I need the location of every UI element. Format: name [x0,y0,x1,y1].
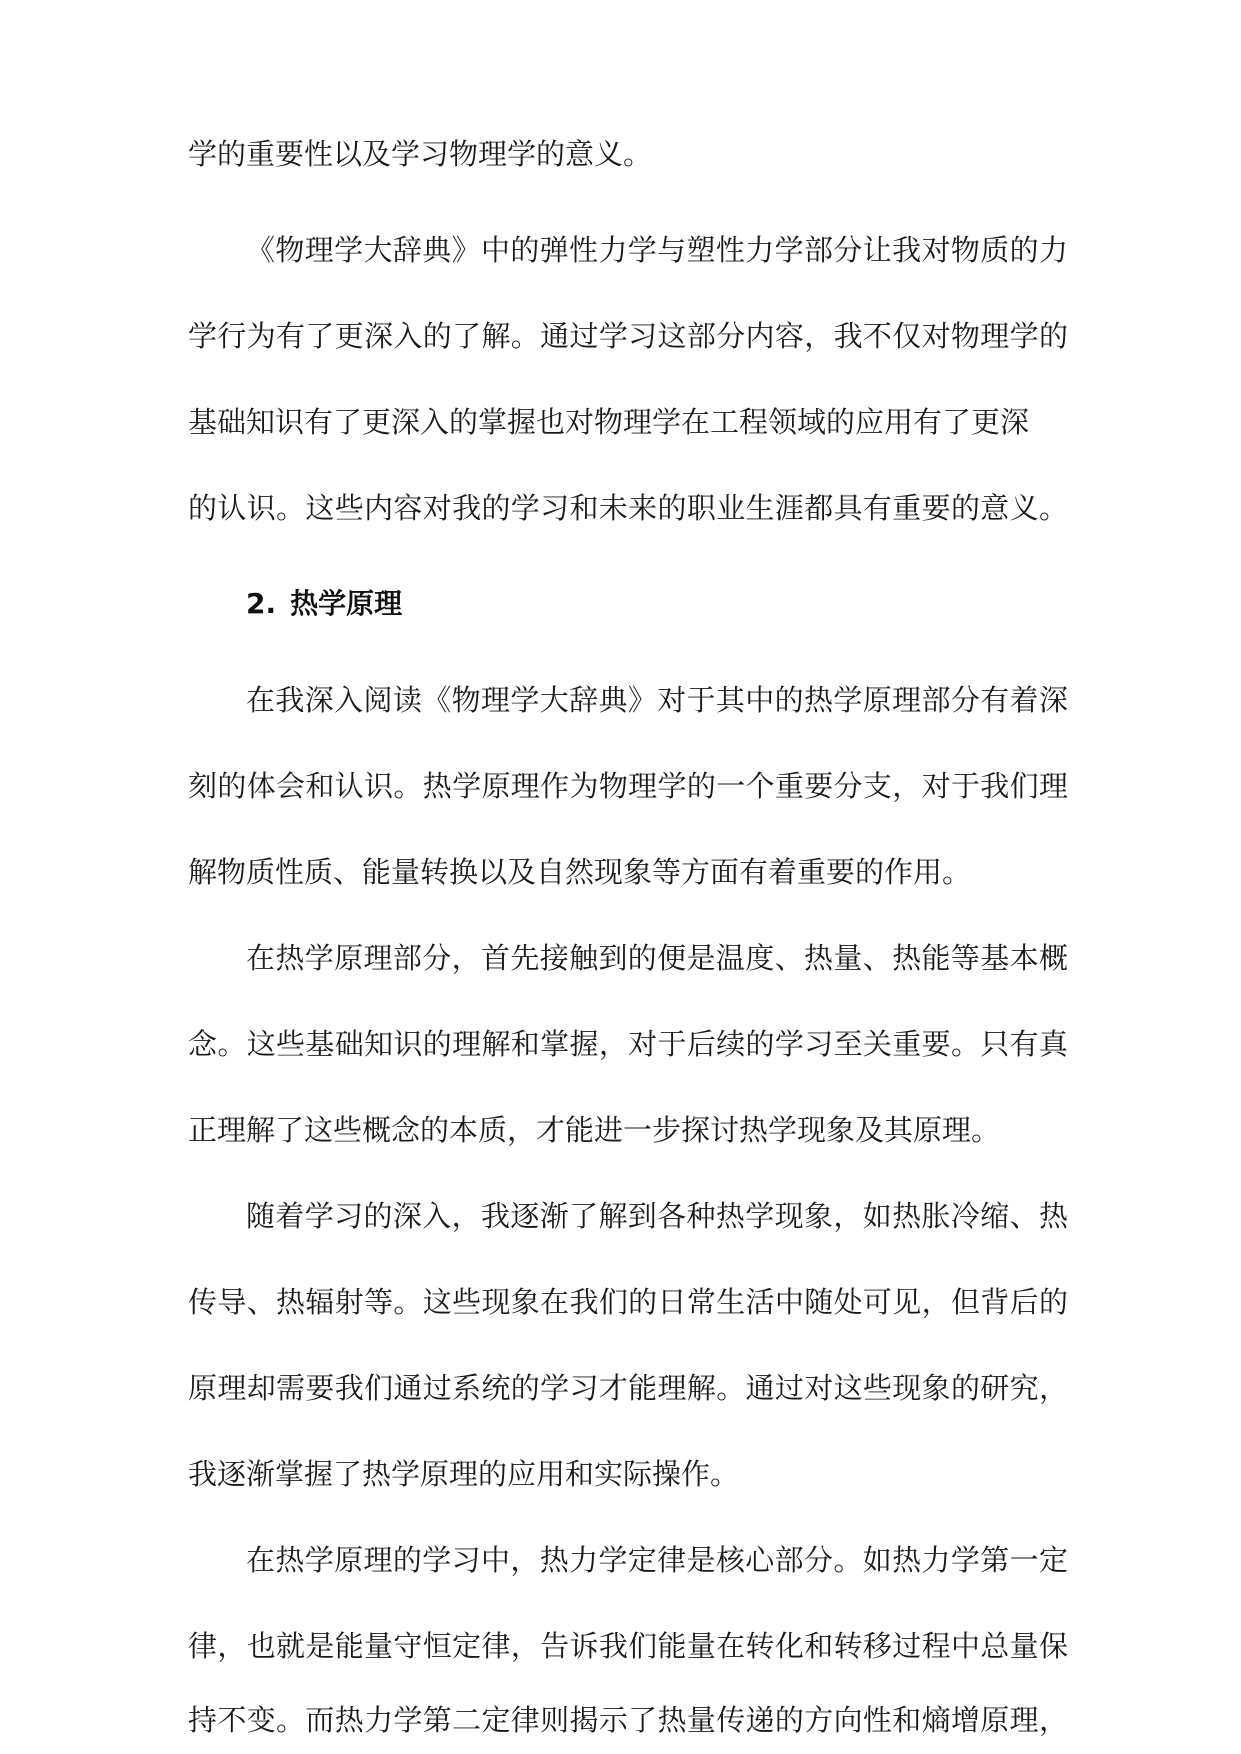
paragraph-line: 刻的体会和认识。热学原理作为物理学的一个重要分支，对于我们理 [188,769,1068,803]
section-heading [246,574,846,634]
paragraph-line: 的认识。这些内容对我的学习和未来的职业生涯都具有重要的意义。 [188,491,1068,525]
paragraph-line: 在我深入阅读《物理学大辞典》对于其中的热学原理部分有着深 [246,683,1068,717]
paragraph-line: 正理解了这些概念的本质，才能进一步探讨热学现象及其原理。 [188,1113,1001,1147]
paragraph-line: 传导、热辐射等。这些现象在我们的日常生活中随处可见，但背后的 [188,1285,1068,1319]
paragraph-line: 念。这些基础知识的理解和掌握，对于后续的学习至关重要。只有真 [188,1027,1068,1061]
paragraph-line: 学行为有了更深入的了解。通过学习这部分内容，我不仅对物理学的 [188,319,1068,353]
paragraph-line: 基础知识有了更深入的掌握也对物理学在工程领域的应用有了更深 [188,405,1030,439]
paragraph-line: 随着学习的深入，我逐渐了解到各种热学现象，如热胀冷缩、热 [246,1199,1068,1233]
paragraph-line: 我逐渐掌握了热学原理的应用和实际操作。 [188,1457,740,1491]
paragraph-line: 在热学原理部分，首先接触到的便是温度、热量、热能等基本概 [246,941,1068,975]
paragraph-line: 持不变。而热力学第二定律则揭示了热量传递的方向性和熵增原理， [188,1703,1068,1737]
paragraph-line: 在热学原理的学习中，热力学定律是核心部分。如热力学第一定 [246,1543,1068,1577]
paragraph-line: 《物理学大辞典》中的弹性力学与塑性力学部分让我对物质的力 [246,233,1068,267]
paragraph-line: 律，也就是能量守恒定律，告诉我们能量在转化和转移过程中总量保 [188,1629,1068,1663]
section-title: 热学原理 [290,587,403,620]
paragraph-line: 解物质性质、能量转换以及自然现象等方面有着重要的作用。 [188,855,972,889]
section-number: 2. [246,587,277,620]
paragraph-line: 原理却需要我们通过系统的学习才能理解。通过对这些现象的研究， [188,1371,1068,1405]
paragraph-line: 学的重要性以及学习物理学的意义。 [188,137,653,171]
